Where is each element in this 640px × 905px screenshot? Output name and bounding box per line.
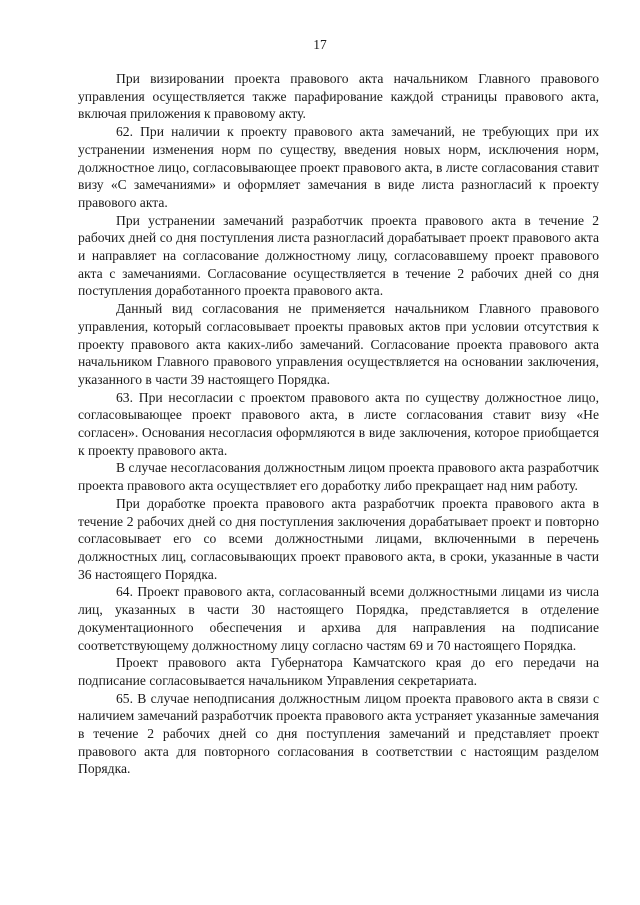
document-body (78, 70, 599, 778)
paragraph-revision: При доработке проекта правового акта разработчик проекта правового акта в течение 2 рабочих дней со дня поступления заключения дорабатывает проект и повторно согласовывает его со всеми должностными лицами, включенными в перечень должностных лиц, согласовывающих проект правового акта, в сроки, указанные в части 36 настоящего Порядка. (78, 495, 599, 582)
paragraph-64-submission: 64. Проект правового акта, согласованный всеми должностными лицами из числа лиц, указанных в части 30 настоящего Порядка, представляется в отделение документационного обеспечения и архива для направления на подписание соответствующему должностному лицу согласно частям 69 и 70 настоящего Порядка. (78, 584, 599, 653)
paragraph-visa-initialing: При визировании проекта правового акта начальником Главного правового управления осуществляется также парафирование каждой страницы правового акта, включая приложения к правовому акту. (78, 71, 599, 122)
paragraph-63-disagreement: 63. При несогласии с проектом правового акта по существу должностное лицо, согласовывающее проект правового акта, в листе согласования ставит визу «Не согласен». Основания несогласия оформляются в виде заключения, которое приобщается к проекту правового акта. (78, 389, 599, 458)
paragraph-governor-act: Проект правового акта Губернатора Камчатского края до его передачи на подписание согласовывается начальником Управления секретариата. (78, 655, 599, 688)
paragraph-legal-department-approval: Данный вид согласования не применяется начальником Главного правового управления, который согласовывает проекты правовых актов при условии отсутствия к проекту правового акта каких-либо замечаний. Согласование проекта правового акта начальником Главного правового управления осуществляется на основании заключения, указанного в части 39 настоящего Порядка. (78, 301, 599, 387)
paragraph-65-non-signing: 65. В случае неподписания должностным лицом проекта правового акта в связи с наличием замечаний разработчик проекта правового акта устраняет указанные замечания в течение 2 рабочих дней со дня поступления замечаний и представляет проект правового акта для повторного согласования в соответствии с настоящим разделом Порядка. (78, 690, 599, 777)
paragraph-non-approval: В случае несогласования должностным лицом проекта правового акта разработчик проекта правового акта осуществляет его доработку либо прекращает над ним работу. (78, 460, 599, 494)
paragraph-62-remarks: 62. При наличии к проекту правового акта замечаний, не требующих при их устранении изменения норм по существу, введения новых норм, исключения норм, должностное лицо, согласовывающее проект правового акта, в листе согласования ставит визу «С замечаниями» и оформляет замечания в виде листа разногласий к проекту правового акта. (78, 124, 599, 210)
page-number: 17 (313, 37, 327, 52)
paragraph-remarks-elimination: При устранении замечаний разработчик проекта правового акта в течение 2 рабочих дней со дня поступления листа разногласий дорабатывает проект правового акта и направляет на согласование должностному лицу, согласовавшему проект правового акта с замечаниями. Согласование осуществляется в течение 2 рабочих дней со дня поступления доработанного проекта правового акта. (78, 212, 599, 299)
